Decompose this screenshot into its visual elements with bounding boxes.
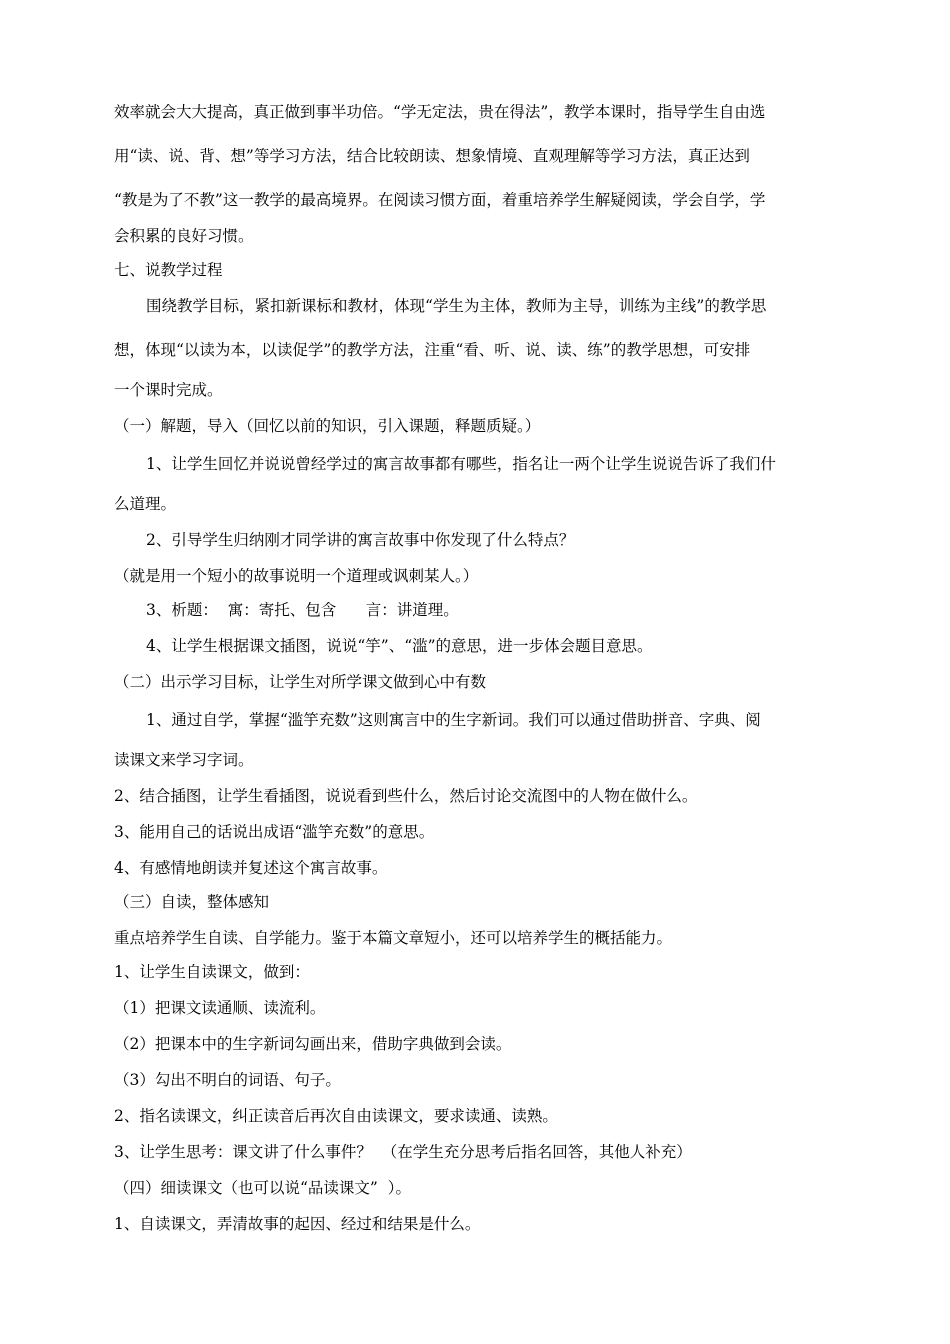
text-line: 想，体现“以读为本，以读促学”的教学方法，注重“看、听、说、读、练”的教学思想，可安排 — [114, 341, 751, 359]
text-line: （3）勾出不明白的词语、句子。 — [114, 1071, 341, 1089]
text-line: 么道理。 — [114, 495, 177, 513]
subsection-heading: （二）出示学习目标，让学生对所学课文做到心中有数 — [114, 673, 487, 691]
text-line: （就是用一个短小的故事说明一个道理或讽刺某人。） — [114, 567, 479, 585]
text-line: 4、让学生根据课文插图，说说“竽”、“滥”的意思，进一步体会题目意思。 — [146, 637, 653, 655]
text-line: 一个课时完成。 — [114, 381, 223, 399]
section-heading: 七、说教学过程 — [114, 261, 223, 279]
text-line: “教是为了不教”这一教学的最高境界。在阅读习惯方面，着重培养学生解疑阅读，学会自学，学 — [114, 191, 766, 209]
text-line: （2）把课本中的生字新词勾画出来，借助字典做到会读。 — [114, 1035, 512, 1053]
text-line: 用“读、说、背、想”等学习方法，结合比较朗读、想象情境、直观理解等学习方法，真正达到 — [114, 147, 750, 165]
text-line: 2、指名读课文，纠正读音后再次自由读课文，要求读通、读熟。 — [114, 1107, 558, 1125]
text-line: 1、自读课文，弄清故事的起因、经过和结果是什么。 — [114, 1215, 481, 1233]
text-line: 重点培养学生自读、自学能力。鉴于本篇文章短小，还可以培养学生的概括能力。 — [114, 929, 673, 947]
subsection-heading: （四）细读课文（也可以说“品读课文” ）。 — [114, 1179, 411, 1197]
text-line: 1、让学生自读课文，做到： — [114, 963, 310, 981]
text-line: 2、引导学生归纳刚才同学讲的寓言故事中你发现了什么特点？ — [146, 531, 575, 549]
text-line: 2、结合插图，让学生看插图，说说看到些什么，然后讨论交流图中的人物在做什么。 — [114, 787, 698, 805]
text-line: 1、通过自学，掌握“滥竽充数”这则寓言中的生字新词。我们可以通过借助拼音、字典、阅 — [146, 711, 761, 729]
text-line: 1、让学生回忆并说说曾经学过的寓言故事都有哪些，指名让一两个让学生说说告诉了我们什 — [146, 455, 776, 473]
text-line: 3、析题： 寓：寄托、包含 言：讲道理。 — [146, 601, 459, 619]
text-line: 围绕教学目标，紧扣新课标和教材，体现“学生为主体，教师为主导，训练为主线”的教学思 — [146, 297, 767, 315]
text-line: 效率就会大大提高，真正做到事半功倍。“学无定法，贵在得法”，教学本课时，指导学生自由选 — [114, 103, 766, 121]
text-line: 3、让学生思考：课文讲了什么事件？ （在学生充分思考后指名回答，其他人补充） — [114, 1143, 692, 1161]
text-line: （1）把课文读通顺、读流利。 — [114, 999, 326, 1017]
text-line: 3、能用自己的话说出成语“滥竽充数”的意思。 — [114, 823, 435, 841]
text-line: 会积累的良好习惯。 — [114, 227, 254, 245]
subsection-heading: （三）自读，整体感知 — [114, 893, 270, 911]
text-line: 4、有感情地朗读并复述这个寓言故事。 — [114, 859, 388, 877]
subsection-heading: （一）解题，导入（回忆以前的知识，引入课题，释题质疑。） — [114, 417, 541, 435]
text-line: 读课文来学习字词。 — [114, 751, 254, 769]
